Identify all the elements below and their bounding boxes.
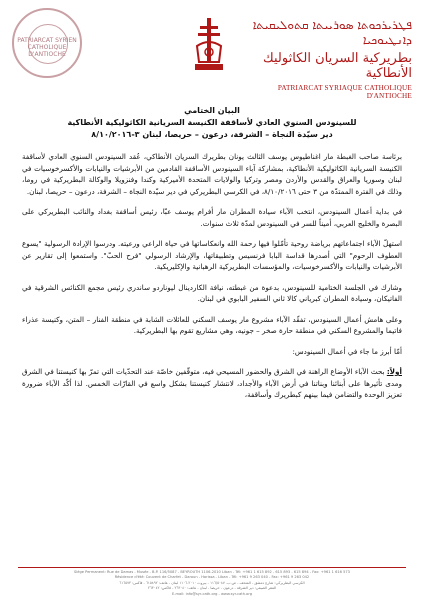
- title-line-1: البيان الختامي: [184, 106, 240, 115]
- paragraph-projects: وعلى هامش أعمال السينودس، تفقّد الآباء مشروع مار يوسف السكني للعائلات الشابة في منطقة الفنار – المتن، وكنيسة عذراء فاتيما والمشروع السكني في منطقة حارة صخر – جونيه، وهي مشاريع تقوم بها البطريركية.: [22, 314, 402, 335]
- arabic-title: بطريركية السريان الكاثوليك الأنطاكية: [263, 51, 412, 81]
- footer-line-3: الكرسي البطريركي: شارع دمشق - المتحف - ص.ب. ١١٦/٥٠٨٧ - بيروت ٢٠١٠-١١٠٦ لبنان - هاتف: ٦١٥٨٩٢ - فاكس: ٦١٦٥٧٣: [119, 580, 305, 585]
- official-stamp: [12, 8, 82, 78]
- point-one-text: بحث الآباء الأوضاع الراهنة في الشرق والحضور المسيحي فيه، متوقّفين خاصّة عند التحدّيات التي تمرّ بها كنيستنا في الشرق ومدى تأثيرها على أبنائنا وبناتنا في أرض الآباء والأجداد، لانتشار كنيستنا بشكل واسع في القارّات الخمس. لذا أكّد الآباء ضرورة تعزيز الوحدة والتضامن فيما بينهم كبطريرك وأساقفة،: [22, 367, 402, 399]
- footer-divider: [18, 567, 406, 568]
- letterhead-text: [232, 18, 412, 100]
- stamp-text: PATRIARCAT SYRIEN CATHOLIQUE D'ANTIOCHE: [17, 37, 77, 58]
- syriac-title: ܦܛܪܝܪܟܘܬܐ ܣܘܪܝܝܬܐ ܩܬܘܠܝܩܝܬܐ ܕܐܢܛܝܘܟܝܐ: [252, 18, 412, 47]
- footer-line-2: Résidence d'été: Couvent de Charfet - Daroun - Harissa - Liban - Tél: +961 9 263 040 - Fax: +961 9 263 042: [114, 575, 310, 580]
- title-line-2: للسينودس السنوي العادي لأساقفة الكنيسة السريانية الكاثوليكية الأنطاكية: [67, 118, 357, 127]
- footer-line-1: Siège Permanent: Rue de Damas - Musée - B.P. 116/5087 - BEYROUTH 1106-2010 Liban - Tél: +961 1 615 892 - 615 893 - 615 894 - Fax: +961 1 616 573: [74, 570, 350, 574]
- footer-line-5: E-mail: info@syr-cath.org - www.syr-cath.org: [171, 591, 253, 596]
- paragraph-secretary: في بداية أعمال السينودس، انتخب الآباء سيادة المطران مار أفرام يوسف عبّا، رئيس أساقفة بغداد والنائب البطريركي على البصرة والخليج العربي، أميناً للسر في السينودس لمدّة ثلاث سنوات.: [22, 207, 402, 228]
- patriarchate-emblem-icon: [192, 16, 226, 74]
- point-one: [22, 366, 402, 401]
- list-intro: أمّا أبرز ما جاء في أعمال السينودس:: [292, 346, 402, 356]
- point-one-label: أولاً:: [386, 367, 402, 376]
- paragraph-intro: برئاسة صاحب الغبطة مار اغناطيوس يوسف الثالث يونان بطريرك السريان الأنطاكي، عُقد السينودس السنوي العادي لأساقفة الكنيسة السريانية الكاثوليكية الأنطاكية، بمشاركة آباء السينودس الأساقفة القادمين من الأبرشيات والنيابات والأكسرخوسيات في لبنان وسوريا والعراق والقدس والأردن ومصر وتركيا والولايات المتحدة الأميركية وكندا وفنزويلا والوكالة البطريركية في روما، وذلك في الفترة الممتدّة من ٣ حتى ٨/١٠/٢٠١٦، في الكرسي البطريركي في دير سيّدة النجاة – الشرفة، درعون – حريصا، لبنان.: [22, 152, 402, 196]
- letterhead: [0, 0, 424, 100]
- document-title: [22, 105, 402, 141]
- footer-line-4: المقر الصيفي: دير الشرفة - درعون - حريصا - لبنان - هاتف: ٢٦٣٠٤٠ - فاكس: ٢٦٣٠٤٢: [147, 586, 277, 591]
- paragraph-retreat: استهلّ الآباء اجتماعاتهم برياضة روحية تأمّلوا فيها رحمة الله وانعكاساتها في حياة الراعي ورعيته. ودرسوا الإرادة الرسولية "يسوع العطوف الرحوم" التي أصدرها قداسة البابا فرنسيس وتطبيقاتها، والإرشاد الرسولي "فرح الحبّ". واستمعوا إلى تقارير عن الأبرشيات والنيابات والأكسرخوسيات، والمؤسسات البطريركية الرهبانية والإكليريكية.: [22, 239, 402, 271]
- paragraph-closing-session: وشارك في الجلسة الختامية للسينودس، بدعوة من غبطته، نيافة الكاردينال ليوناردو ساندري رئيس مجمع الكنائس الشرقية في الفاتيكان، وسيادة المطران كبرياني كالا ثاني السفير البابوي في لبنان.: [22, 282, 402, 303]
- footer: [18, 570, 406, 597]
- title-line-3: دير سيّدة النجاة – الشرفة، درعون – حريصا، لبنان ٣-٨/١٠/٢٠١٦: [91, 130, 333, 139]
- document-body: [22, 105, 402, 410]
- french-title: PATRIARCAT SYRIAQUE CATHOLIQUE D'ANTIOCHE: [277, 84, 412, 100]
